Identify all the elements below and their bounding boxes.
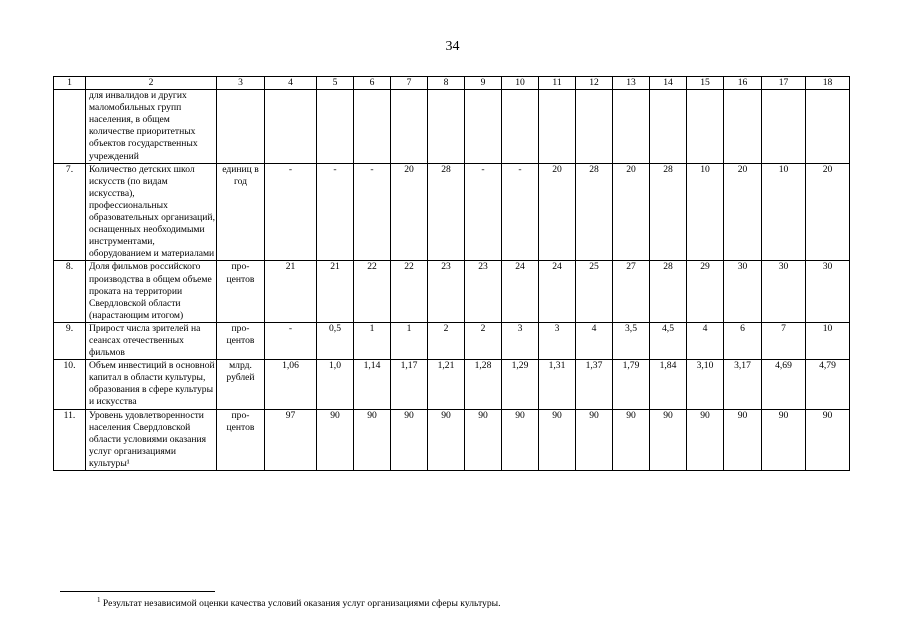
value-cell: 10 bbox=[687, 163, 724, 261]
value-cell: 20 bbox=[806, 163, 850, 261]
value-cell: 1,29 bbox=[502, 360, 539, 409]
value-cell: 20 bbox=[724, 163, 762, 261]
value-cell: 24 bbox=[502, 261, 539, 322]
value-cell: - bbox=[265, 163, 317, 261]
value-cell: 22 bbox=[391, 261, 428, 322]
unit-cell: про-центов bbox=[217, 322, 265, 359]
table-row bbox=[54, 90, 850, 164]
value-cell: - bbox=[265, 322, 317, 359]
column-number-cell: 2 bbox=[86, 77, 217, 90]
value-cell: 28 bbox=[428, 163, 465, 261]
row-number-cell: 8. bbox=[54, 261, 86, 322]
indicators-table bbox=[53, 76, 850, 471]
value-cell bbox=[317, 90, 354, 164]
value-cell bbox=[265, 90, 317, 164]
value-cell: 25 bbox=[576, 261, 613, 322]
value-cell: 90 bbox=[391, 409, 428, 470]
row-number-cell: 9. bbox=[54, 322, 86, 359]
unit-cell bbox=[217, 90, 265, 164]
column-number-cell: 18 bbox=[806, 77, 850, 90]
value-cell: 28 bbox=[576, 163, 613, 261]
value-cell: - bbox=[465, 163, 502, 261]
page-number: 34 bbox=[445, 39, 460, 54]
value-cell: 3,17 bbox=[724, 360, 762, 409]
value-cell bbox=[354, 90, 391, 164]
unit-cell: единиц в год bbox=[217, 163, 265, 261]
indicator-name-cell: Количество детских школ искусств (по видам искусства), профессиональных образовательных организаций, оснащенных необходимыми инструментами, оборудованием и материалами bbox=[86, 163, 217, 261]
value-cell: 4 bbox=[576, 322, 613, 359]
value-cell: 90 bbox=[724, 409, 762, 470]
footnote-text: Результат независимой оценки качества условий оказания услуг организациями сферы культуры. bbox=[100, 598, 501, 609]
value-cell: 30 bbox=[724, 261, 762, 322]
value-cell: 10 bbox=[806, 322, 850, 359]
value-cell: 97 bbox=[265, 409, 317, 470]
value-cell: 1,31 bbox=[539, 360, 576, 409]
value-cell: 3,10 bbox=[687, 360, 724, 409]
value-cell: 1 bbox=[391, 322, 428, 359]
table-row bbox=[54, 163, 850, 261]
value-cell bbox=[613, 90, 650, 164]
value-cell bbox=[428, 90, 465, 164]
value-cell bbox=[465, 90, 502, 164]
value-cell: 20 bbox=[613, 163, 650, 261]
value-cell bbox=[391, 90, 428, 164]
value-cell: 1,84 bbox=[650, 360, 687, 409]
value-cell: 90 bbox=[762, 409, 806, 470]
value-cell: 1,28 bbox=[465, 360, 502, 409]
value-cell: 90 bbox=[650, 409, 687, 470]
column-number-cell: 5 bbox=[317, 77, 354, 90]
value-cell: 4,79 bbox=[806, 360, 850, 409]
value-cell: 20 bbox=[391, 163, 428, 261]
column-number-cell: 8 bbox=[428, 77, 465, 90]
value-cell: 21 bbox=[317, 261, 354, 322]
value-cell: 4,69 bbox=[762, 360, 806, 409]
column-number-cell: 6 bbox=[354, 77, 391, 90]
row-number-cell bbox=[54, 90, 86, 164]
column-number-cell: 11 bbox=[539, 77, 576, 90]
value-cell: 90 bbox=[465, 409, 502, 470]
value-cell: 6 bbox=[724, 322, 762, 359]
value-cell: 90 bbox=[687, 409, 724, 470]
value-cell: 3,5 bbox=[613, 322, 650, 359]
value-cell: 1,14 bbox=[354, 360, 391, 409]
value-cell bbox=[687, 90, 724, 164]
column-number-cell: 16 bbox=[724, 77, 762, 90]
value-cell: 20 bbox=[539, 163, 576, 261]
column-number-cell: 3 bbox=[217, 77, 265, 90]
row-number-cell: 7. bbox=[54, 163, 86, 261]
value-cell: 90 bbox=[317, 409, 354, 470]
table-header-row bbox=[54, 77, 850, 90]
indicator-name-cell: для инвалидов и других маломобильных групп населения, в общем количестве приоритетных объектов государственных учреждений bbox=[86, 90, 217, 164]
table-row bbox=[54, 322, 850, 359]
value-cell: 1,21 bbox=[428, 360, 465, 409]
value-cell: 1,79 bbox=[613, 360, 650, 409]
column-number-cell: 13 bbox=[613, 77, 650, 90]
value-cell: 90 bbox=[502, 409, 539, 470]
value-cell: 30 bbox=[762, 261, 806, 322]
table-row bbox=[54, 360, 850, 409]
value-cell: 29 bbox=[687, 261, 724, 322]
value-cell: 90 bbox=[576, 409, 613, 470]
value-cell bbox=[724, 90, 762, 164]
column-number-cell: 9 bbox=[465, 77, 502, 90]
value-cell: 90 bbox=[539, 409, 576, 470]
footnote-separator bbox=[60, 591, 215, 592]
value-cell: 90 bbox=[613, 409, 650, 470]
unit-cell: про-центов bbox=[217, 409, 265, 470]
value-cell: 3 bbox=[502, 322, 539, 359]
column-number-cell: 7 bbox=[391, 77, 428, 90]
table-row bbox=[54, 261, 850, 322]
indicator-name-cell: Прирост числа зрителей на сеансах отечественных фильмов bbox=[86, 322, 217, 359]
value-cell: 4,5 bbox=[650, 322, 687, 359]
column-number-cell: 17 bbox=[762, 77, 806, 90]
value-cell: 1,0 bbox=[317, 360, 354, 409]
value-cell: 90 bbox=[354, 409, 391, 470]
indicator-name-cell: Уровень удовлетворенности населения Свердловской области условиями оказания услуг организациями культуры¹ bbox=[86, 409, 217, 470]
value-cell: 2 bbox=[428, 322, 465, 359]
column-number-cell: 10 bbox=[502, 77, 539, 90]
value-cell bbox=[762, 90, 806, 164]
value-cell: 30 bbox=[806, 261, 850, 322]
value-cell: 1,17 bbox=[391, 360, 428, 409]
value-cell: 90 bbox=[806, 409, 850, 470]
value-cell: 28 bbox=[650, 163, 687, 261]
value-cell bbox=[576, 90, 613, 164]
value-cell: - bbox=[317, 163, 354, 261]
value-cell: 22 bbox=[354, 261, 391, 322]
value-cell: 2 bbox=[465, 322, 502, 359]
column-number-cell: 15 bbox=[687, 77, 724, 90]
value-cell bbox=[539, 90, 576, 164]
value-cell: 27 bbox=[613, 261, 650, 322]
unit-cell: млрд. рублей bbox=[217, 360, 265, 409]
value-cell: 24 bbox=[539, 261, 576, 322]
indicator-name-cell: Объем инвестиций в основной капитал в области культуры, образования в сфере культуры и искусства bbox=[86, 360, 217, 409]
value-cell: 3 bbox=[539, 322, 576, 359]
indicator-name-cell: Доля фильмов российского производства в общем объеме проката на территории Свердловской области (нарастающим итогом) bbox=[86, 261, 217, 322]
footnote bbox=[97, 595, 501, 609]
column-number-cell: 12 bbox=[576, 77, 613, 90]
column-number-cell: 1 bbox=[54, 77, 86, 90]
value-cell bbox=[806, 90, 850, 164]
value-cell: 1 bbox=[354, 322, 391, 359]
value-cell: 0,5 bbox=[317, 322, 354, 359]
row-number-cell: 11. bbox=[54, 409, 86, 470]
value-cell: 21 bbox=[265, 261, 317, 322]
value-cell: 23 bbox=[465, 261, 502, 322]
table-row bbox=[54, 409, 850, 470]
value-cell: - bbox=[354, 163, 391, 261]
value-cell: 28 bbox=[650, 261, 687, 322]
column-number-cell: 4 bbox=[265, 77, 317, 90]
value-cell bbox=[502, 90, 539, 164]
footnote-mark: 1 bbox=[97, 595, 101, 604]
value-cell bbox=[650, 90, 687, 164]
row-number-cell: 10. bbox=[54, 360, 86, 409]
value-cell: 7 bbox=[762, 322, 806, 359]
value-cell: 1,06 bbox=[265, 360, 317, 409]
value-cell: 1,37 bbox=[576, 360, 613, 409]
value-cell: 23 bbox=[428, 261, 465, 322]
value-cell: - bbox=[502, 163, 539, 261]
unit-cell: про-центов bbox=[217, 261, 265, 322]
value-cell: 4 bbox=[687, 322, 724, 359]
value-cell: 10 bbox=[762, 163, 806, 261]
column-number-cell: 14 bbox=[650, 77, 687, 90]
value-cell: 90 bbox=[428, 409, 465, 470]
